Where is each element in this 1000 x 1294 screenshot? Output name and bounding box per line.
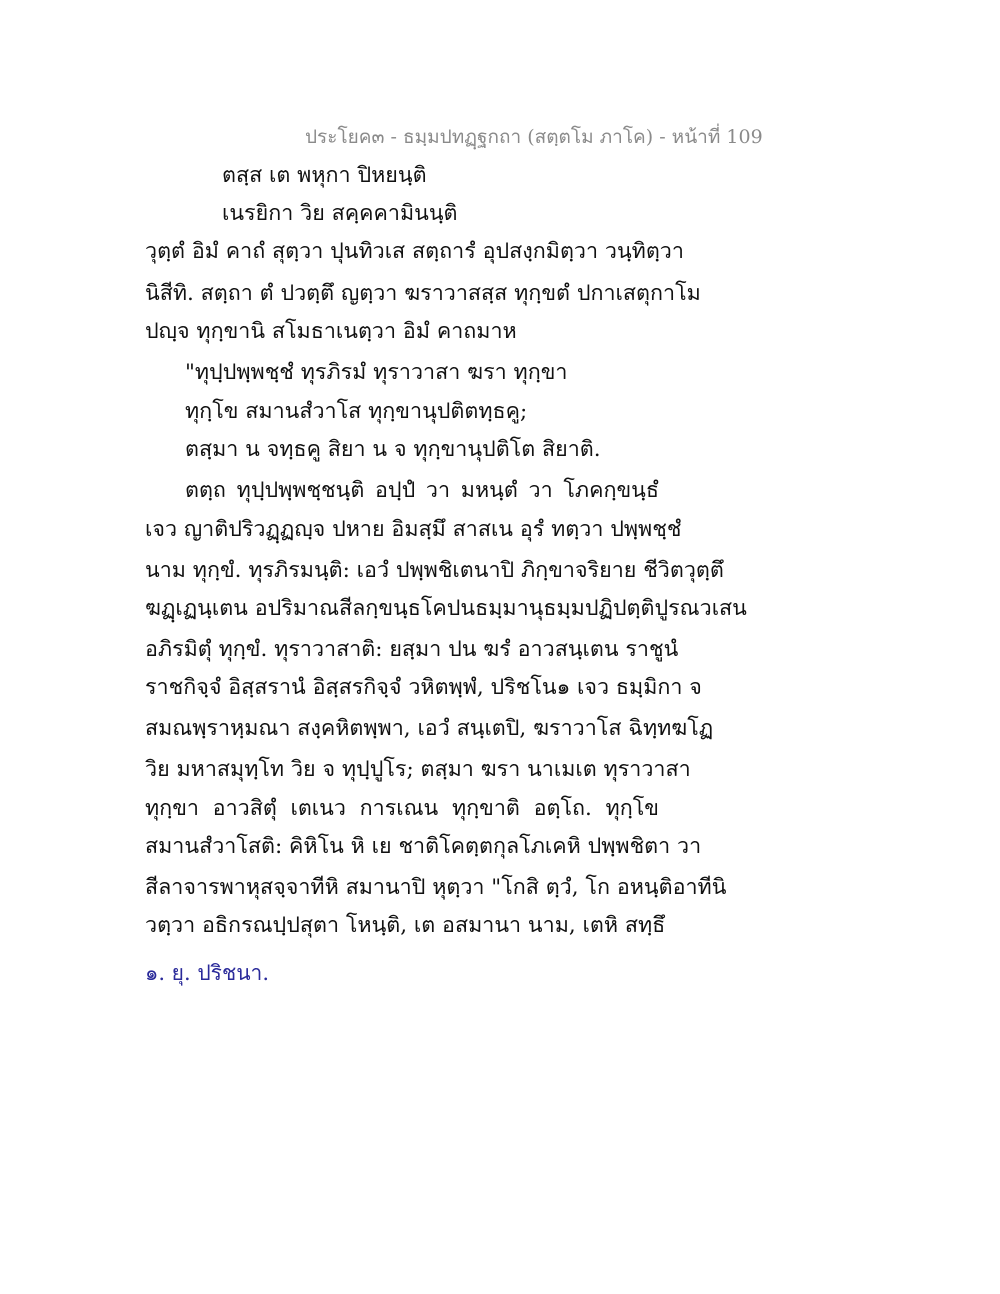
commentary-line-3: นาม ทุกฺขํ. ทุรภิรมนฺติ: เอวํ ปพฺพชิเตนาปิ ภิกฺขาจริยาย ชีวิตวุตฺตึ bbox=[145, 558, 724, 583]
footnote: ๑. ยุ. ปริชนา. bbox=[145, 961, 270, 985]
commentary-line-12: วตฺวา อธิกรณปฺปสุตา โหนฺติ, เต อสมานา นาม, เตหิ สทฺธึ bbox=[145, 913, 666, 938]
verse-line-5: ตสฺมา น จทฺธคู สิยา น จ ทุกฺขานุปติโต สิยาติ. bbox=[185, 437, 601, 462]
commentary-line-11: สีลาจารพาหุสจฺจาทีหิ สมานาปิ หุตฺวา "โกสิ ตฺวํ, โก อหนฺติอาทีนิ bbox=[145, 875, 727, 900]
paragraph-line-2: นิสีทิ. สตฺถา ตํ ปวตฺตึ ญตฺวา ฆราวาสสฺส ทุกฺขตํ ปกาเสตุกาโม bbox=[145, 281, 701, 306]
verse-line-1: ตสฺส เต พหุกา ปิหยนฺติ bbox=[222, 163, 427, 188]
commentary-line-7: สมณพฺราหฺมณา สงฺคหิตพฺพา, เอวํ สนฺเตปิ, ฆราวาโส ฉิทฺทฆโฏ bbox=[145, 716, 714, 741]
verse-line-3: "ทุปฺปพฺพชฺชํ ทุรภิรมํ ทุราวาสา ฆรา ทุกฺขา bbox=[185, 360, 568, 385]
commentary-line-6: ราชกิจฺจํ อิสฺสรานํ อิสฺสรกิจฺจํ วหิตพฺพํ, ปริชโน๑ เจว ธมฺมิกา จ bbox=[145, 675, 702, 700]
running-header: ประโยค๓ - ธมฺมปทฏฺฐกถา (สตฺตโม ภาโค) - หน้าที่ 109 bbox=[305, 126, 763, 148]
commentary-line-9: ทุกฺขา อาวสิตุํ เตเนว การเณน ทุกฺขาติ อตฺโถ. ทุกฺโข bbox=[145, 796, 659, 821]
commentary-line-5: อภิรมิตุํ ทุกฺขํ. ทุราวาสาติ: ยสฺมา ปน ฆรํ อาวสนฺเตน ราชูนํ bbox=[145, 637, 679, 662]
commentary-line-1: ตตฺถ ทุปฺปพฺพชฺชนฺติ อปฺปํ วา มหนฺตํ วา โภคกฺขนฺธํ bbox=[185, 478, 659, 503]
commentary-line-4: ฆฏฺเฏนฺเตน อปริมาณสีลกฺขนฺธโคปนธมฺมานุธมฺมปฏิปตฺติปูรณวเสน bbox=[145, 596, 747, 621]
paragraph-line-3: ปญฺจ ทุกฺขานิ สโมธาเนตฺวา อิมํ คาถมาห bbox=[145, 319, 517, 344]
paragraph-line-1: วุตฺตํ อิมํ คาถํ สุตฺวา ปุนทิวเส สตฺถารํ อุปสงฺกมิตฺวา วนฺทิตฺวา bbox=[145, 239, 684, 264]
commentary-line-2: เจว ญาติปริวฏฺฏญฺจ ปหาย อิมสฺมึ สาสเน อุรํ ทตฺวา ปพฺพชฺชํ bbox=[145, 517, 682, 542]
verse-line-4: ทุกฺโข สมานสํวาโส ทุกฺขานุปติตทฺธคู; bbox=[185, 399, 528, 424]
commentary-line-8: วิย มหาสมุทฺโท วิย จ ทุปฺปูโร; ตสฺมา ฆรา นาเมเต ทุราวาสา bbox=[145, 757, 691, 782]
verse-line-2: เนรยิกา วิย สคฺคคามินนฺติ bbox=[222, 201, 458, 226]
commentary-line-10: สมานสํวาโสติ: คิหิโน หิ เย ชาติโคตฺตกุลโภเคหิ ปพฺพชิตา วา bbox=[145, 834, 702, 859]
